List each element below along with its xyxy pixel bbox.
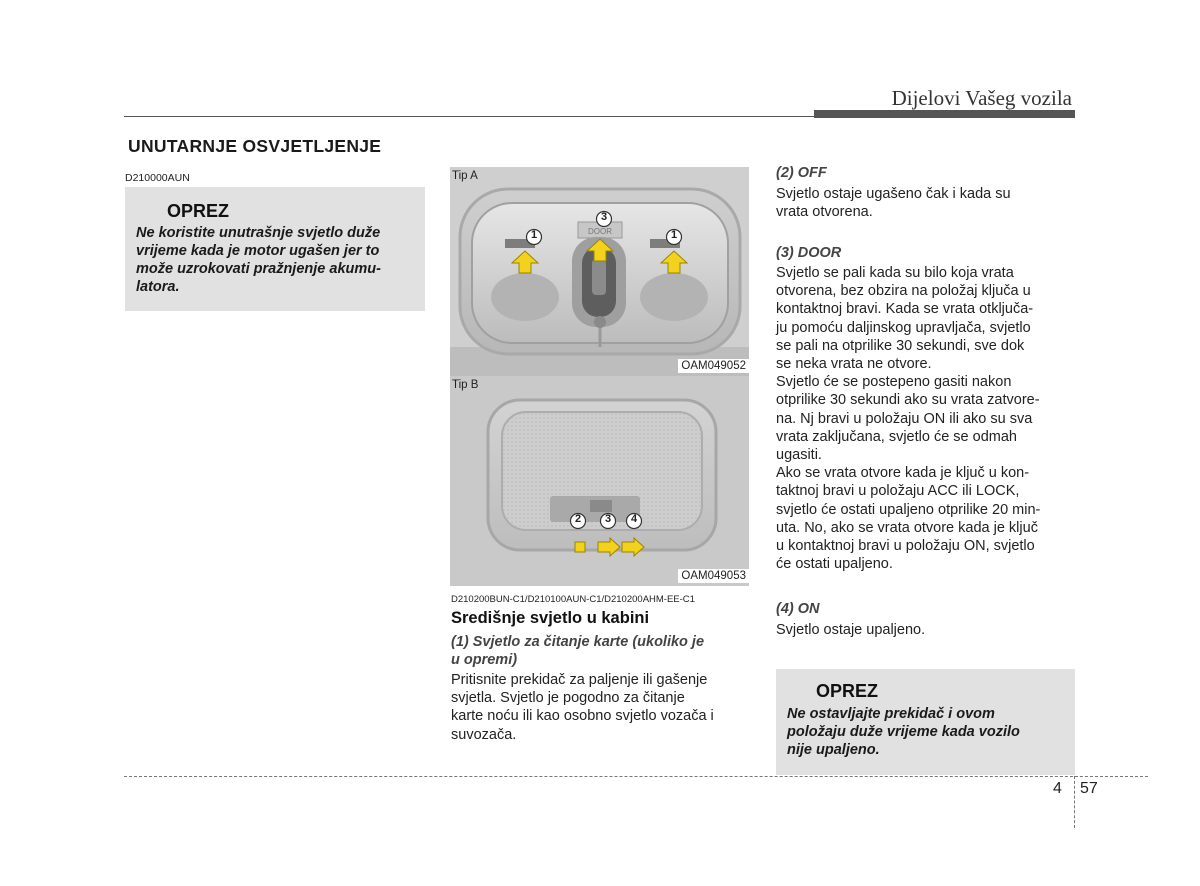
subsection-heading: Središnje svjetlo u kabini [451, 609, 650, 627]
caution-line: položaju duže vrijeme kada vozilo [787, 724, 1020, 740]
section-title: UNUTARNJE OSVJETLJENJE [128, 136, 382, 156]
caution-text [136, 224, 421, 296]
body-line: Svjetlo će se postepeno gasiti nakon [776, 374, 1012, 391]
photo-label: Tip B [452, 379, 479, 391]
body-line: vrata zaključana, svjetlo će se odmah [776, 428, 1017, 445]
marker-1: 1 [670, 229, 678, 241]
caution-line: latora. [136, 279, 180, 295]
marker-3: 3 [604, 513, 612, 525]
item-body [451, 671, 749, 744]
body-line: otprilike 30 sekundi ako su vrata zatvore- [776, 392, 1040, 409]
body-line: karte noću ili kao osobno svjetlo vozača i [451, 708, 714, 725]
door-heading: (3) DOOR [776, 245, 842, 261]
body-line: Svjetlo se pali kada su bilo koja vrata [776, 265, 1014, 281]
dome-light-type-a-illustration [450, 167, 749, 377]
photo-label: Tip A [452, 170, 478, 182]
on-body [776, 621, 1075, 639]
body-line: Ako se vrata otvore kada je ključ u kon- [776, 465, 1030, 482]
item-heading [451, 633, 749, 669]
photo-tip-b [450, 376, 749, 586]
caution-box-left [125, 187, 425, 311]
body-line: ugasiti. [776, 447, 822, 464]
body-line: se pali na otprilike 30 sekundi, sve dok [776, 337, 1025, 354]
caution-line: Ne koristite unutrašnje svjetlo duže [136, 225, 381, 241]
off-body [776, 185, 1075, 221]
body-line: na. Nj bravi u položaju ON ili ako su sva [776, 410, 1033, 427]
footer-divider [1074, 776, 1075, 828]
body-line: Svjetlo ostaje upaljeno. [776, 622, 926, 638]
heading-line: u opremi) [451, 652, 518, 668]
body-line: će ostati upaljeno. [776, 556, 893, 573]
section-code: D210000AUN [125, 172, 190, 184]
marker-4: 4 [630, 513, 638, 525]
footer-rule [124, 776, 1148, 777]
page-header-title: Dijelovi Vašeg vozila [891, 86, 1072, 110]
dome-light-type-b-illustration [450, 376, 749, 586]
body-line: Svjetlo ostaje ugašeno čak i kada su [776, 186, 1011, 202]
body-line: suvozača. [451, 726, 517, 743]
marker-1: 1 [530, 229, 538, 241]
caution-line: nije upaljeno. [787, 742, 880, 758]
body-line: otvorena, bez obzira na položaj ključa u [776, 283, 1031, 300]
off-heading: (2) OFF [776, 165, 827, 181]
body-line: svjetlo će ostati upaljeno otprilike 20 min- [776, 501, 1041, 518]
caution-line: Ne ostavljajte prekidač i ovom [787, 706, 995, 722]
heading-line: (1) Svjetlo za čitanje karte (ukoliko je [451, 634, 705, 650]
middle-code: D210200BUN-C1/D210100AUN-C1/D210200AHM-EE-C1 [451, 594, 695, 605]
body-line: svjetla. Svjetlo je pogodno za čitanje [451, 690, 685, 707]
caution-box-right [776, 669, 1075, 775]
marker-2: 2 [574, 513, 582, 525]
caution-text [787, 705, 1066, 759]
on-heading: (4) ON [776, 601, 820, 617]
body-line: u kontaktnoj bravi u položaju ON, svjetlo [776, 538, 1035, 555]
door-body [776, 264, 1075, 573]
caution-title: OPREZ [816, 681, 879, 701]
header-rule [124, 116, 814, 117]
body-line: taktnoj bravi u položaju ACC ili LOCK, [776, 483, 1020, 500]
header-rule-bar [814, 110, 1075, 118]
body-line: ju pomoću daljinskog upravljača, svjetlo [776, 319, 1031, 336]
body-line: kontaktnoj bravi. Kada se vrata otključa- [776, 301, 1034, 318]
body-line: Pritisnite prekidač za paljenje ili gašenje [451, 672, 708, 688]
photo-code: OAM049053 [678, 569, 749, 583]
body-line: vrata otvorena. [776, 204, 873, 221]
caution-line: vrijeme kada je motor ugašen jer to [136, 243, 380, 259]
body-line: se neka vrata ne otvore. [776, 356, 932, 373]
caution-title: OPREZ [167, 201, 230, 221]
photo-code: OAM049052 [678, 359, 749, 373]
caution-line: može uzrokovati pražnjenje akumu- [136, 261, 381, 277]
page-number: 57 [1080, 780, 1098, 797]
marker-3: 3 [600, 211, 608, 223]
chapter-number: 4 [1053, 780, 1062, 797]
photo-tip-a [450, 167, 749, 377]
body-line: uta. No, ako se vrata otvore kada je ključ [776, 519, 1038, 536]
svg-text:DOOR: DOOR [588, 227, 612, 236]
